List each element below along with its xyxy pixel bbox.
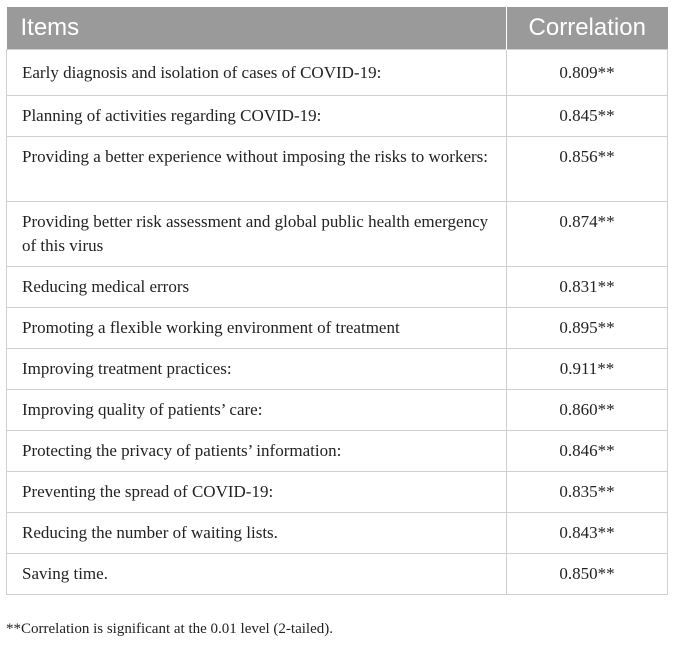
- header-items: Items: [7, 7, 507, 50]
- row-correlation-value: 0.845**: [507, 96, 668, 137]
- table-row: [7, 267, 668, 308]
- row-item-label: Preventing the spread of COVID-19:: [7, 472, 507, 513]
- table-row: [7, 96, 668, 137]
- row-item-label: Improving treatment practices:: [7, 349, 507, 390]
- table-row: [7, 554, 668, 595]
- row-correlation-value: 0.911**: [507, 349, 668, 390]
- row-correlation-value: 0.835**: [507, 472, 668, 513]
- table-row: [7, 308, 668, 349]
- table-row: [7, 50, 668, 96]
- row-correlation-value: 0.846**: [507, 431, 668, 472]
- table-row: [7, 390, 668, 431]
- row-correlation-value: 0.874**: [507, 202, 668, 267]
- row-item-label: Saving time.: [7, 554, 507, 595]
- table-header-row: [7, 7, 668, 50]
- row-item-label: Reducing the number of waiting lists.: [7, 513, 507, 554]
- row-item-label: Providing a better experience without imposing the risks to workers:: [7, 137, 507, 202]
- correlation-table: [6, 7, 668, 595]
- table-row: [7, 137, 668, 202]
- row-item-label: Protecting the privacy of patients’ information:: [7, 431, 507, 472]
- table-row: [7, 431, 668, 472]
- row-correlation-value: 0.843**: [507, 513, 668, 554]
- table-row: [7, 513, 668, 554]
- row-correlation-value: 0.850**: [507, 554, 668, 595]
- row-item-label: Planning of activities regarding COVID-19:: [7, 96, 507, 137]
- header-correlation: Correlation: [507, 7, 668, 50]
- row-item-label: Providing better risk assessment and global public health emergency of this virus: [7, 202, 507, 267]
- row-item-label: Improving quality of patients’ care:: [7, 390, 507, 431]
- row-correlation-value: 0.856**: [507, 137, 668, 202]
- row-item-label: Promoting a flexible working environment of treatment: [7, 308, 507, 349]
- table-row: [7, 202, 668, 267]
- table-footnote: **Correlation is significant at the 0.01 level (2-tailed).: [6, 621, 333, 637]
- row-item-label: Early diagnosis and isolation of cases of COVID-19:: [7, 50, 507, 96]
- row-correlation-value: 0.895**: [507, 308, 668, 349]
- row-correlation-value: 0.809**: [507, 50, 668, 96]
- table-row: [7, 472, 668, 513]
- row-correlation-value: 0.860**: [507, 390, 668, 431]
- row-item-label: Reducing medical errors: [7, 267, 507, 308]
- table-row: [7, 349, 668, 390]
- row-correlation-value: 0.831**: [507, 267, 668, 308]
